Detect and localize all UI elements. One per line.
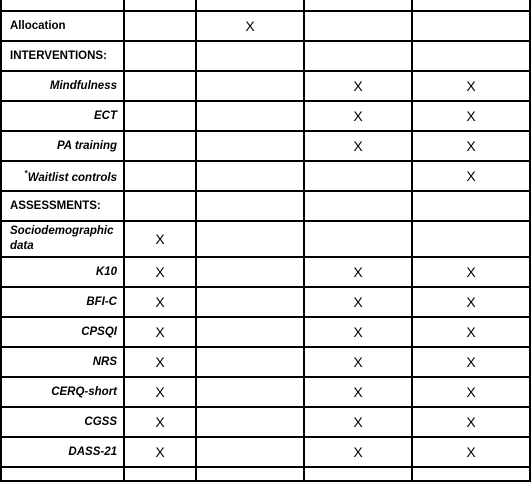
table-row — [1, 41, 530, 71]
schedule-mark-cell — [124, 191, 196, 221]
row-label: NRS — [92, 356, 117, 368]
schedule-mark-cell — [196, 317, 304, 347]
schedule-mark-cell — [196, 221, 304, 257]
schedule-mark-cell — [124, 101, 196, 131]
row-label-cell — [1, 437, 124, 467]
schedule-mark-cell: X — [304, 287, 412, 317]
row-label-cell — [1, 347, 124, 377]
schedule-mark-cell: X — [124, 377, 196, 407]
schedule-mark-cell: X — [304, 377, 412, 407]
table-row — [1, 407, 530, 437]
row-label-cell — [1, 257, 124, 287]
schedule-table-body — [1, 0, 530, 481]
schedule-mark-cell — [304, 0, 412, 11]
schedule-mark-cell — [124, 41, 196, 71]
schedule-mark-cell: X — [124, 257, 196, 287]
schedule-mark-cell — [304, 221, 412, 257]
schedule-mark-cell: X — [124, 221, 196, 257]
row-label-cell — [1, 407, 124, 437]
schedule-mark-cell — [196, 347, 304, 377]
row-label: Allocation — [10, 20, 66, 32]
section-header-cell — [1, 41, 124, 71]
schedule-mark-cell — [412, 0, 530, 11]
row-label-cell — [1, 0, 124, 11]
row-label: PA training — [56, 140, 117, 152]
row-label-cell — [1, 377, 124, 407]
schedule-mark-cell: X — [412, 407, 530, 437]
schedule-mark-cell: X — [412, 347, 530, 377]
schedule-mark-cell — [196, 377, 304, 407]
schedule-mark-cell — [124, 71, 196, 101]
table-row — [1, 257, 530, 287]
schedule-mark-cell — [124, 161, 196, 191]
schedule-mark-cell: X — [412, 377, 530, 407]
schedule-mark-cell: X — [304, 437, 412, 467]
table-row — [1, 131, 530, 161]
schedule-mark-cell: X — [412, 71, 530, 101]
schedule-mark-cell: X — [412, 437, 530, 467]
schedule-mark-cell: X — [412, 257, 530, 287]
row-label: Mindfulness — [49, 80, 117, 92]
table-row — [1, 221, 530, 257]
schedule-mark-cell — [412, 191, 530, 221]
table-row — [1, 11, 530, 41]
row-label: BFI-C — [86, 296, 117, 308]
schedule-mark-cell — [196, 131, 304, 161]
row-label-cell — [1, 287, 124, 317]
row-label: CGSS — [84, 416, 117, 428]
schedule-mark-cell — [196, 287, 304, 317]
schedule-mark-cell: X — [412, 161, 530, 191]
schedule-mark-cell — [124, 131, 196, 161]
row-label-cell — [1, 71, 124, 101]
table-row — [1, 467, 530, 481]
footnote-marker: * — [24, 168, 28, 178]
schedule-mark-cell: X — [196, 11, 304, 41]
schedule-mark-cell: X — [304, 347, 412, 377]
schedule-mark-cell — [196, 161, 304, 191]
row-label: ECT — [94, 110, 117, 122]
table-row — [1, 0, 530, 11]
row-label: DASS-21 — [68, 446, 117, 458]
schedule-mark-cell — [304, 11, 412, 41]
row-label-cell — [1, 317, 124, 347]
row-label: Waitlist controls — [27, 171, 117, 184]
schedule-mark-cell: X — [412, 287, 530, 317]
row-label-cell — [1, 221, 124, 257]
row-label-cell — [1, 11, 124, 41]
schedule-mark-cell — [124, 0, 196, 11]
schedule-mark-cell — [196, 467, 304, 481]
row-label-cell — [1, 161, 124, 191]
schedule-mark-cell: X — [124, 347, 196, 377]
table-row — [1, 317, 530, 347]
row-label: Sociodemographic data — [10, 225, 114, 252]
table-row — [1, 161, 530, 191]
schedule-mark-cell: X — [124, 407, 196, 437]
table-row — [1, 347, 530, 377]
schedule-mark-cell — [304, 41, 412, 71]
table-row — [1, 191, 530, 221]
schedule-mark-cell: X — [412, 131, 530, 161]
schedule-mark-cell — [196, 407, 304, 437]
schedule-mark-cell — [304, 191, 412, 221]
table-row — [1, 71, 530, 101]
schedule-mark-cell: X — [412, 317, 530, 347]
table-row — [1, 287, 530, 317]
schedule-mark-cell — [412, 467, 530, 481]
schedule-mark-cell — [196, 71, 304, 101]
row-label: CPSQI — [81, 326, 117, 338]
row-label-cell — [1, 101, 124, 131]
table-row — [1, 377, 530, 407]
table-row — [1, 437, 530, 467]
schedule-mark-cell — [124, 467, 196, 481]
schedule-mark-cell — [412, 221, 530, 257]
section-header-cell — [1, 191, 124, 221]
row-label-cell — [1, 131, 124, 161]
schedule-mark-cell: X — [124, 317, 196, 347]
row-label: CERQ-short — [51, 386, 117, 398]
row-label: K10 — [95, 266, 117, 278]
schedule-mark-cell: X — [124, 287, 196, 317]
schedule-mark-cell — [196, 257, 304, 287]
schedule-mark-cell — [196, 191, 304, 221]
schedule-mark-cell: X — [124, 437, 196, 467]
row-label-cell — [1, 467, 124, 481]
schedule-mark-cell — [196, 101, 304, 131]
schedule-mark-cell: X — [304, 257, 412, 287]
table-row — [1, 101, 530, 131]
schedule-mark-cell: X — [304, 71, 412, 101]
schedule-mark-cell: X — [304, 131, 412, 161]
schedule-mark-cell — [412, 11, 530, 41]
schedule-mark-cell — [196, 41, 304, 71]
row-label: ASSESSMENTS: — [10, 200, 101, 212]
schedule-mark-cell: X — [304, 317, 412, 347]
schedule-mark-cell — [196, 437, 304, 467]
schedule-mark-cell — [124, 11, 196, 41]
schedule-mark-cell — [412, 41, 530, 71]
schedule-mark-cell: X — [412, 101, 530, 131]
schedule-mark-cell: X — [304, 407, 412, 437]
row-label: INTERVENTIONS: — [10, 50, 107, 62]
schedule-mark-cell — [304, 161, 412, 191]
schedule-mark-cell — [196, 0, 304, 11]
schedule-mark-cell — [304, 467, 412, 481]
schedule-mark-cell: X — [304, 101, 412, 131]
